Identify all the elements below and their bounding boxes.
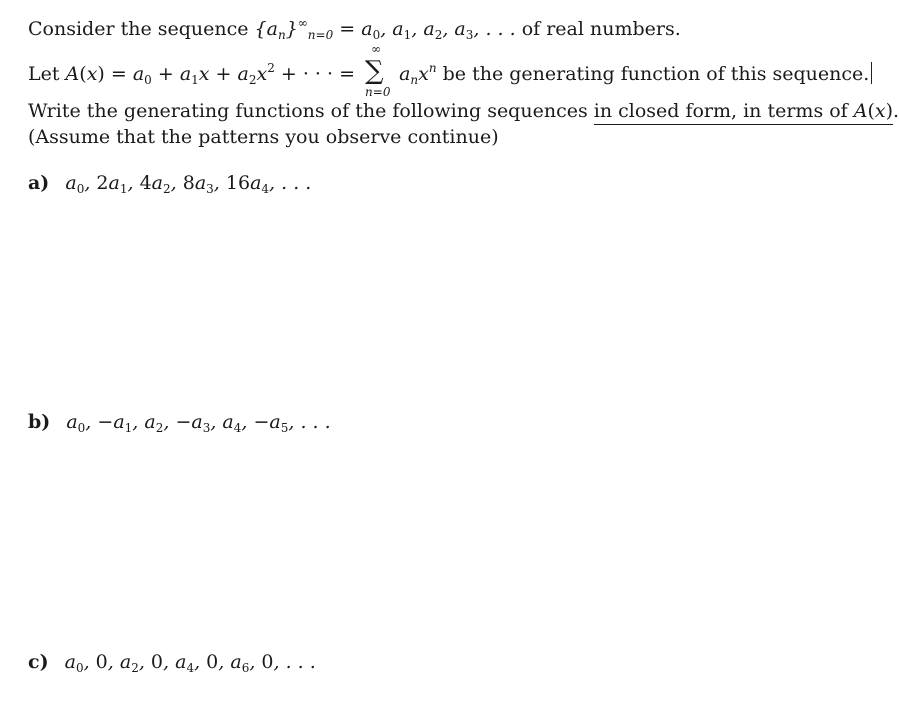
definition-text: be the generating function of this sequence. <box>442 63 870 85</box>
question-c-sequence: $a_0$, 0, $a_2$, 0, $a_4$, 0, $a_6$, 0, . . . <box>64 651 316 675</box>
question-b <box>28 411 331 435</box>
summand: $a_nx^n$ <box>399 61 437 87</box>
assumption-line: (Assume that the patterns you observe continue) <box>28 126 499 148</box>
sum-lower-limit: n=0 <box>365 85 391 99</box>
question-c <box>28 651 316 675</box>
question-a-label: a) <box>28 172 50 194</box>
sequence-terms: = $a_0$, $a_1$, $a_2$, $a_3$, . . . <box>339 18 516 42</box>
question-b-label: b) <box>28 411 51 433</box>
intro-text: Consider the sequence <box>28 18 249 40</box>
instruction-line <box>28 102 899 121</box>
question-b-sequence: $a_0$, $-a_1$, $a_2$, $-a_3$, $a_4$, $-a_5$, . . . <box>66 411 331 435</box>
generating-function-expansion: $A(x) = a_0 + a_1x + a_2x^2$ + · · · = <box>65 61 355 87</box>
sequence-notation: $\{a_n\}^\infty_{n=0}$ <box>254 16 334 42</box>
instruction-text: Write the generating functions of the following sequences <box>28 100 588 122</box>
intro-text-suffix: of real numbers. <box>521 18 681 40</box>
question-c-label: c) <box>28 651 49 673</box>
text-cursor <box>871 62 872 84</box>
intro-line-1 <box>28 16 681 42</box>
question-a-sequence: $a_0$, $2a_1$, $4a_2$, $8a_3$, $16a_4$, . . . <box>65 172 312 196</box>
sigma-glyph: ∑ <box>365 56 384 86</box>
period: . <box>893 100 899 122</box>
question-a <box>28 172 312 196</box>
let-text: Let <box>28 63 60 85</box>
sum-upper-limit: ∞ <box>371 42 382 56</box>
closed-form-phrase: in closed form, in terms of A(x) <box>594 100 893 125</box>
intro-line-2 <box>28 42 872 99</box>
summation-symbol <box>365 42 391 99</box>
